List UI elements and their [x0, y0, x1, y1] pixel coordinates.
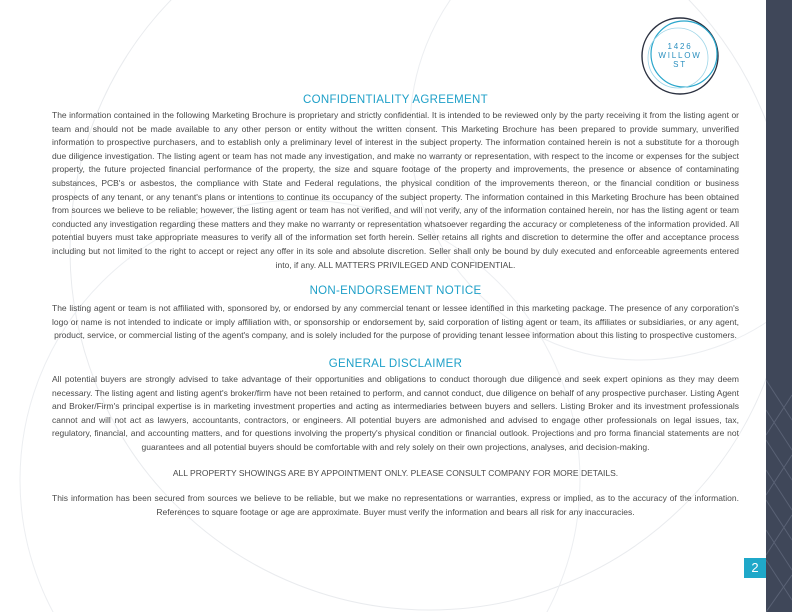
- side-bar: [766, 0, 792, 612]
- disclaimer-section: [52, 357, 739, 455]
- chevron-pattern-icon: [766, 0, 792, 612]
- logo-line-1: 1426: [667, 42, 693, 51]
- non-endorsement-section: [52, 284, 739, 343]
- logo-line-2: WILLOW: [658, 51, 702, 60]
- disclaimer-text: All potential buyers are strongly advised to take advantage of their opportunities and obligations to conduct thorough due diligence and seek expert opinions as they may deem necessary. The listing agent and listing agent's broker/firm have not been retained to perform, and cannot conduct, due diligence on behalf of any prospective purchaser. Listing Agent and Broker/Firm's principal expertise is in marketing investment properties and acting as intermediaries between buyers and sellers. Listing Broker and its investment professionals cannot and will not act as lawyers, accountants, contractors, or engineers. All potential buyers are admonished and advised to engage other professionals on legal issues, tax, regulatory, financial, and accounting matters, and for questions involving the property's physical condition or financial outlook. Projections and pro forma financial statements are not guarantees and all potential buyers should be comfortable with and rely solely on their own projections, analyses, and decision-making.: [52, 373, 739, 452]
- confidentiality-heading: CONFIDENTIALITY AGREEMENT: [303, 94, 488, 106]
- confidentiality-text: The information contained in the following Marketing Brochure is proprietary and strictly confidential. It is intended to be reviewed only by the party receiving it from the listing agent or team and should not be made available to any other person or entity without the written consent. This Marketing Brochure has been prepared to provide summary, unverified information to prospective purchasers, and to establish only a preliminary level of interest in the subject property. The information contained herein is not a substitute for a thorough due diligence investigation. The listing agent or team has not made any investigation, and make no warranty or representation, with respect to the income or expenses for the subject property, the future projected financial performance of the property, the size and square footage of the property and improvements, the presence or absence of contaminating substances, PCB's or asbestos, the compliance with State and Federal regulations, the physical condition of the improvements thereon, or the financial condition or business prospects of any tenant, or any tenant's plans or intentions to continue its occupancy of the subject property. The information contained in this Marketing Brochure has been obtained from sources we believe to be reliable; however, the listing agent or team has not verified, and will not verify, any of the information contained herein, nor has the listing agent or team conducted any investigation regarding these matters and they make no warranty or representation whatsoever regarding the accuracy or completeness of the information provided. All potential buyers must take appropriate measures to verify all of the information set forth herein. Seller retains all rights and discretion to determine the offer and acceptance process including but not limited to the right to accept or reject any offer in its sole and absolute discretion. Seller shall only be bound by duly executed and enforceable agreements entered into, if any. ALL MATTERS PRIVILEGED AND CONFIDENTIAL.: [52, 110, 739, 270]
- logo-text: [638, 42, 722, 69]
- footer-note: This information has been secured from sources we believe to be reliable, but we make no representations or warranties, express or implied, as to the accuracy of the information. References to square footage or age are approximate. Buyer must verify the information and bears all risk for any inaccuracies.: [52, 493, 739, 517]
- property-logo: [638, 14, 722, 98]
- confidentiality-section: [52, 93, 739, 272]
- non-endorsement-text: The listing agent or team is not affiliated with, sponsored by, or endorsed by any commercial tenant or lessee identified in this marketing package. The presence of any corporation's logo or name is not intended to indicate or imply affiliation with, or sponsorship or endorsement by, said corporation of listing agent or team, its affiliates or subsidiaries, or any agent, product, service, or commercial listing of the agent's company, and is solely included for the purpose of providing tenant lessee information about this listing to prospective customers.: [52, 303, 739, 341]
- document-body: [52, 93, 739, 519]
- showings-notice: ALL PROPERTY SHOWINGS ARE BY APPOINTMENT ONLY. PLEASE CONSULT COMPANY FOR MORE DETAILS.: [172, 468, 619, 479]
- non-endorsement-heading: NON-ENDORSEMENT NOTICE: [309, 285, 482, 298]
- disclaimer-heading: GENERAL DISCLAIMER: [328, 357, 463, 370]
- page-number: 2: [744, 558, 766, 578]
- logo-line-3: ST: [673, 60, 687, 69]
